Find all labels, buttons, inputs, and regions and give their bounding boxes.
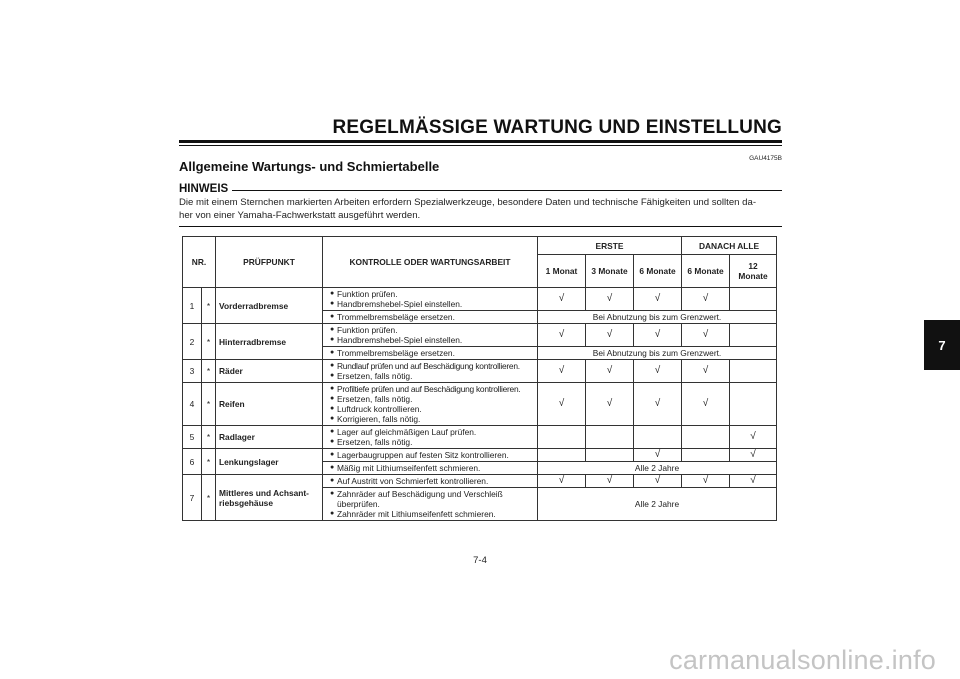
task-line: ● Funktion prüfen. <box>330 289 398 299</box>
row-star: * <box>202 449 216 475</box>
check-mark: √ <box>538 383 586 426</box>
chapter-tab: 7 <box>924 320 960 370</box>
bullet-icon: ● <box>330 477 335 484</box>
task-line: ● Auf Austritt von Schmierfett kontrollieren. <box>330 476 489 486</box>
check-mark: √ <box>634 360 682 383</box>
task-line: ● Handbremshebel-Spiel einstellen. <box>330 335 463 345</box>
task-line: ● Ersetzen, falls nötig. <box>330 437 413 447</box>
note-header <box>179 183 782 195</box>
table-row <box>183 449 777 462</box>
row-item: Radlager <box>216 426 323 449</box>
row-tasks <box>323 426 538 449</box>
empty-cell <box>586 449 634 462</box>
row-tasks <box>323 383 538 426</box>
check-mark: √ <box>682 475 730 488</box>
note-text-line: Die mit einem Sternchen markierten Arbeiten erfordern Spezialwerkzeuge, besondere Daten und technische Fähigkeiten und sollten da- <box>179 197 757 208</box>
interval-text: Bei Abnutzung bis zum Grenzwert. <box>538 347 777 360</box>
note-text <box>179 196 782 222</box>
row-tasks <box>323 488 538 521</box>
row-star: * <box>202 324 216 360</box>
check-mark: √ <box>682 324 730 347</box>
check-mark: √ <box>634 383 682 426</box>
bullet-icon: ● <box>330 395 335 402</box>
check-mark: √ <box>586 324 634 347</box>
task-line: ● Lagerbaugruppen auf festen Sitz kontrollieren. <box>330 450 509 460</box>
header-col-6-months: 6 Monate <box>634 255 682 288</box>
title-rule-thick <box>179 140 782 143</box>
bullet-icon: ● <box>330 326 335 333</box>
check-mark: √ <box>538 475 586 488</box>
note-label: HINWEIS <box>179 183 229 195</box>
check-mark: √ <box>538 288 586 311</box>
page-title: REGELMÄSSIGE WARTUNG UND EINSTELLUNG <box>332 117 782 138</box>
check-mark: √ <box>586 383 634 426</box>
bullet-icon: ● <box>330 290 335 297</box>
title-rule-thin <box>179 145 782 146</box>
table-row <box>183 324 777 347</box>
row-tasks <box>323 475 538 488</box>
header-first: ERSTE <box>538 237 682 255</box>
task-line: ● Mäßig mit Lithiumseifenfett schmieren. <box>330 463 481 473</box>
maintenance-table <box>182 236 777 521</box>
header-col-12-months <box>730 255 777 288</box>
header-col-6-months-after: 6 Monate <box>682 255 730 288</box>
bullet-icon: ● <box>330 415 335 422</box>
row-star: * <box>202 288 216 324</box>
check-mark: √ <box>634 475 682 488</box>
section-heading: Allgemeine Wartungs- und Schmiertabelle <box>179 159 440 174</box>
check-mark: √ <box>682 383 730 426</box>
bullet-icon: ● <box>330 490 335 497</box>
check-mark: √ <box>634 324 682 347</box>
row-tasks <box>323 360 538 383</box>
task-line: ● Handbremshebel-Spiel einstellen. <box>330 299 463 309</box>
task-line: ● Luftdruck kontrollieren. <box>330 404 422 414</box>
row-number: 3 <box>183 360 202 383</box>
check-mark: √ <box>682 360 730 383</box>
task-line: ● Ersetzen, falls nötig. <box>330 371 413 381</box>
row-star: * <box>202 360 216 383</box>
check-mark: √ <box>730 449 777 462</box>
interval-text: Alle 2 Jahre <box>538 488 777 521</box>
row-item <box>216 475 323 521</box>
check-mark: √ <box>682 288 730 311</box>
empty-cell <box>538 426 586 449</box>
row-item: Räder <box>216 360 323 383</box>
empty-cell <box>730 383 777 426</box>
row-item-line: riebsgehäuse <box>219 497 273 508</box>
table-row <box>183 288 777 311</box>
empty-cell <box>682 426 730 449</box>
task-line: ● Rundlauf prüfen und auf Beschädigung kontrollieren. <box>330 361 520 371</box>
bullet-icon: ● <box>330 510 335 517</box>
check-mark: √ <box>586 360 634 383</box>
check-mark: √ <box>730 475 777 488</box>
empty-cell <box>730 360 777 383</box>
header-12-unit: Monate <box>738 271 768 281</box>
row-number: 4 <box>183 383 202 426</box>
bullet-icon: ● <box>330 349 335 356</box>
row-star: * <box>202 426 216 449</box>
bullet-icon: ● <box>330 313 335 320</box>
watermark: carmanualsonline.info <box>669 645 936 675</box>
empty-cell <box>682 449 730 462</box>
empty-cell <box>586 426 634 449</box>
check-mark: √ <box>634 449 682 462</box>
bullet-icon: ● <box>330 385 335 392</box>
task-line: ● Lager auf gleichmäßigen Lauf prüfen. <box>330 427 477 437</box>
check-mark: √ <box>586 475 634 488</box>
empty-cell <box>538 449 586 462</box>
task-line: ● Korrigieren, falls nötig. <box>330 414 421 424</box>
task-line: ● Trommelbremsbeläge ersetzen. <box>330 312 455 322</box>
bullet-icon: ● <box>330 300 335 307</box>
row-number: 7 <box>183 475 202 521</box>
check-mark: √ <box>538 360 586 383</box>
row-tasks <box>323 288 538 311</box>
task-line: ● Trommelbremsbeläge ersetzen. <box>330 348 455 358</box>
check-mark: √ <box>730 426 777 449</box>
row-star: * <box>202 475 216 521</box>
interval-text: Alle 2 Jahre <box>538 462 777 475</box>
row-tasks <box>323 347 538 360</box>
bullet-icon: ● <box>330 336 335 343</box>
row-number: 1 <box>183 288 202 324</box>
row-tasks <box>323 462 538 475</box>
bullet-icon: ● <box>330 438 335 445</box>
row-star: * <box>202 383 216 426</box>
header-col-1-month: 1 Monat <box>538 255 586 288</box>
task-line: ● Funktion prüfen. <box>330 325 398 335</box>
header-col-3-months: 3 Monate <box>586 255 634 288</box>
bullet-icon: ● <box>330 372 335 379</box>
row-number: 5 <box>183 426 202 449</box>
row-item: Vorderradbremse <box>216 288 323 324</box>
empty-cell <box>730 288 777 311</box>
header-work: KONTROLLE ODER WARTUNGSARBEIT <box>323 237 538 288</box>
row-number: 6 <box>183 449 202 475</box>
bullet-icon: ● <box>330 428 335 435</box>
row-item: Lenkungslager <box>216 449 323 475</box>
header-12-number: 12 <box>748 261 758 271</box>
table-row <box>183 426 777 449</box>
check-mark: √ <box>538 324 586 347</box>
interval-text: Bei Abnutzung bis zum Grenzwert. <box>538 311 777 324</box>
row-item-line: Mittleres und Achsant- <box>219 487 309 498</box>
bullet-icon: ● <box>330 464 335 471</box>
page-number: 7-4 <box>473 555 487 566</box>
empty-cell <box>730 324 777 347</box>
task-line: ● Profiltiefe prüfen und auf Beschädigung kontrollieren. <box>330 384 521 394</box>
table-row <box>183 360 777 383</box>
header-checkpoint: PRÜFPUNKT <box>216 237 323 288</box>
row-tasks <box>323 324 538 347</box>
table-row <box>183 475 777 488</box>
bullet-icon: ● <box>330 405 335 412</box>
doc-code: GAU4175B <box>749 155 782 162</box>
header-nr: NR. <box>183 237 216 288</box>
bullet-icon: ● <box>330 451 335 458</box>
row-tasks <box>323 311 538 324</box>
task-line: ● Ersetzen, falls nötig. <box>330 394 413 404</box>
bullet-icon: ● <box>330 362 335 369</box>
table-row <box>183 383 777 426</box>
empty-cell <box>634 426 682 449</box>
task-line: ● Zahnräder mit Lithiumseifenfett schmieren. <box>330 509 496 519</box>
task-line: überprüfen. <box>337 499 380 509</box>
task-line: ● Zahnräder auf Beschädigung und Verschleiß <box>330 489 503 499</box>
row-number: 2 <box>183 324 202 360</box>
row-item: Hinterradbremse <box>216 324 323 360</box>
note-divider <box>232 190 782 191</box>
note-text-line: her von einer Yamaha-Fachwerkstatt ausgeführt werden. <box>179 210 421 221</box>
check-mark: √ <box>586 288 634 311</box>
row-tasks <box>323 449 538 462</box>
header-then: DANACH ALLE <box>682 237 777 255</box>
check-mark: √ <box>634 288 682 311</box>
row-item: Reifen <box>216 383 323 426</box>
table-header-row <box>183 237 777 255</box>
note-end-rule <box>179 226 782 227</box>
